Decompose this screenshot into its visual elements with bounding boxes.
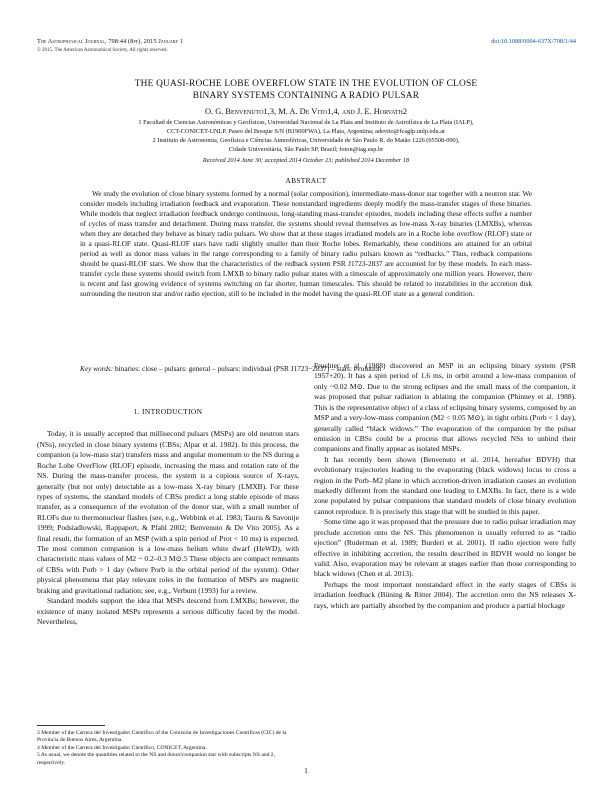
page-number: 1 [304, 766, 308, 775]
left-column [37, 407, 299, 627]
paragraph: Perhaps the most important nonstandard effect in the early stages of CBSs is irradiation feedback (Büning & Ritter 2004). The accretion onto the NS releases X-rays, which are partially absorbed by the companion and produce a partial blockage [314, 579, 576, 610]
abstract-heading: ABSTRACT [285, 176, 327, 185]
journal-header: The Astrophysical Journal, 798:44 (8pp), 2015 January 1 [37, 38, 184, 45]
author-list: O. G. Benvenuto1,3, M. A. De Vito1,4, and J. E. Horvath2 [204, 107, 408, 116]
affiliation-line: CCT-CONICET-UNLP. Paseo del Bosque S/N (B1900FWA), La Plata, Argentina; adevito@fcaglp.unlp.edu.ar [166, 127, 446, 135]
affiliation-line: Cidade Universitária, São Paulo SP, Brazil; foton@iag.usp.br [228, 145, 384, 153]
title-line-2: BINARY SYSTEMS CONTAINING A RADIO PULSAR [192, 91, 420, 101]
keywords-label: Key words: [80, 364, 114, 373]
footnotes [37, 730, 299, 767]
publication-dates: Received 2014 June 30; accepted 2014 October 23; published 2014 December 18 [202, 157, 410, 164]
affiliation-line: 2 Instituto de Astronomia, Geofísica e Ciências Atmosféricas, Universidade de São Paulo R. do Matão 1226 (05508-090), [152, 136, 460, 144]
affiliations [60, 119, 552, 155]
abstract-text: We study the evolution of close binary systems formed by a normal (solar composition), intermediate-mass-donor star together with a neutron star. We consider models including irradiation feedback and evaporation. These nonstandard ingredients deeply modify the mass-transfer stages of these binaries. While models that neglect irradiation feedback undergo continuous, long-standing mass-transfer episodes, models including these effects suffer a number of cycles of mass transfer and detachment. During mass transfer, the systems should reveal themselves as low-mass X-ray binaries (LMXBs), whereas when they are detached they behave as binary radio pulsars. We show that at these stages irradiated models are in a Roche lobe overflow (RLOF) state or in a quasi-RLOF state. Quasi-RLOF stars have radii slightly smaller than their Roche lobes. Remarkably, these conditions are attained for an orbital period as well as donor mass values in the range corresponding to a family of binary radio pulsars known as “redbacks.” Thus, redback companions should be quasi-RLOF stars. We show that the characteristics of the redback system PSR J1723-2837 are accounted for by these models. In each mass-transfer cycle these systems should switch from LMXB to binary radio pulsar states with a timescale of approximately one million years. However, there is recent and fast growing evidence of systems switching on far shorter, human timescales. This should be related to instabilities in the accretion disk surrounding the neutron star and/or radio ejection, still to be included in the model having the quasi-RLOF state as a general condition. [80, 189, 532, 299]
keywords-text: binaries: close – pulsars: general – pulsars: individual (PSR J1723−2837) – stars: evolution [115, 364, 382, 373]
paragraph: Some time ago it was proposed that the pressure due to radio pulsar irradiation may preclude accretion onto the NS. This phenomenon is usually referred to as “radio ejection” (Ruderman et al. 1989; Burderi et al. 2001). If radio ejection were fully effective in inhibiting accretion, the results described in BDVH would no longer be valid. Also, evaporation may be relevant at stages earlier than those corresponding to black widows (Chen et al. 2013). [314, 517, 576, 579]
footnote: 3 Member of the Carrera del Investigador Científico of the Comisión de Investigaciones Científicas (CIC) de la Provincia de Buenos Aires, Argentina. [37, 730, 287, 744]
affiliation-line: 1 Facultad de Ciencias Astronómicas y Geofísicas, Universidad Nacional de La Plata and Instituto de Astrofísica de La Plata (IALP), [138, 119, 474, 126]
footnote: 4 Member of the Carrera del Investigador Científico, CONICET, Argentina. [37, 744, 207, 751]
right-column [314, 361, 576, 611]
paragraph: Today, it is usually accepted that millisecond pulsars (MSPs) are old neutron stars (NSs), recycled in close binary systems (CBSs; Alpar et al. 1982). In this process, the companion (a low-mass star) transfers mass and angular momentum to the NS during a Roche Lobe OverFlow (RLOF) episode, increasing the mass and rotation rate of the NS. During the mass-transfer process, the system is a copious source of X-rays, generally (but not only) detectable as a low-mass X-ray binary (LMXB). For these types of systems, the standard models of CBSs predict a long stable episode of mass transfer, as a consequence of the evolution of the donor star, with a small number of RLOFs due to thermonuclear flashes (see, e.g., Webbink et al. 1983; Tauris & Savonije 1999; Podsiadlowski, Rappaport, & Pfahl 2002; Benvenuto & De Vito 2005). As a final result, the formation of an MSP (with a spin period of Prot < 10 ms) is expected. The most common companion is a low-mass helium white dwarf (HeWD), with characteristic mass values of M2 ~ 0.2–0.3 M⊙.5 These objects are compact remnants of CBSs with Porb > 1 day (where Porb is the orbital period of the system). Other physical phenomena that play relevant roles in the formation of MSPs are magnetic braking and gravitational radiation; see, e.g., Verbunt (1993) for a review. [37, 429, 299, 595]
footnote-divider [37, 725, 105, 726]
title-line-1: THE QUASI-ROCHE LOBE OVERFLOW STATE IN THE EVOLUTION OF CLOSE [134, 79, 478, 89]
doi-link[interactable]: doi:10.1088/0004-637X/798/1/44 [491, 38, 576, 45]
section-heading-introduction: 1. INTRODUCTION [133, 407, 203, 416]
paper-title [60, 78, 552, 102]
footnote: 5 As usual, we denote the quantities related to the NS and donor/companion star with subscripts NS and 2, respectively. [37, 752, 276, 766]
paragraph: It has recently been shown (Benvenuto et al. 2014, hereafter BDVH) that evolutionary trajectories leading to the evaporating (black widows) locus to cross a region in the Porb–M2 plane in which accretion-driven irradiation causes an evolution markedly different from the standard one leading to LMXBs. In fact, there is a wide zone populated by pulsar companions that standard models of close binary evolution cannot reproduce. It is precisely this stage that will be studied in this paper. [314, 454, 576, 516]
paragraph: Fruchter et al. (1988) discovered an MSP in an eclipsing binary system (PSR 1957+20). It has a spin period of 1.6 ms, in orbit around a low-mass companion of only ~0.02 M⊙. Due to the strong eclipses and the small mass of the companion, it was proposed that pulsar radiation is ablating the companion (Phinney et al. 1988). This is the representative object of a class of eclipsing binary systems, composed by an MSP and a very-low-mass companion (M2 < 0.05 M⊙), in tight orbits (Porb < 1 day), generally called “black widows.” The evaporation of the companion by the pulsar emission in CBSs could be a process that allows recycled NSs to unbind their companions and finally appear as isolated MSPs. [314, 361, 576, 454]
copyright-line: © 2015. The American Astronomical Society. All rights reserved. [37, 48, 168, 53]
paragraph: Standard models support the idea that MSPs descend from LMXBs; however, the existence of many isolated MSPs represents a serious difficulty faced by the model. Nevertheless, [37, 596, 299, 627]
